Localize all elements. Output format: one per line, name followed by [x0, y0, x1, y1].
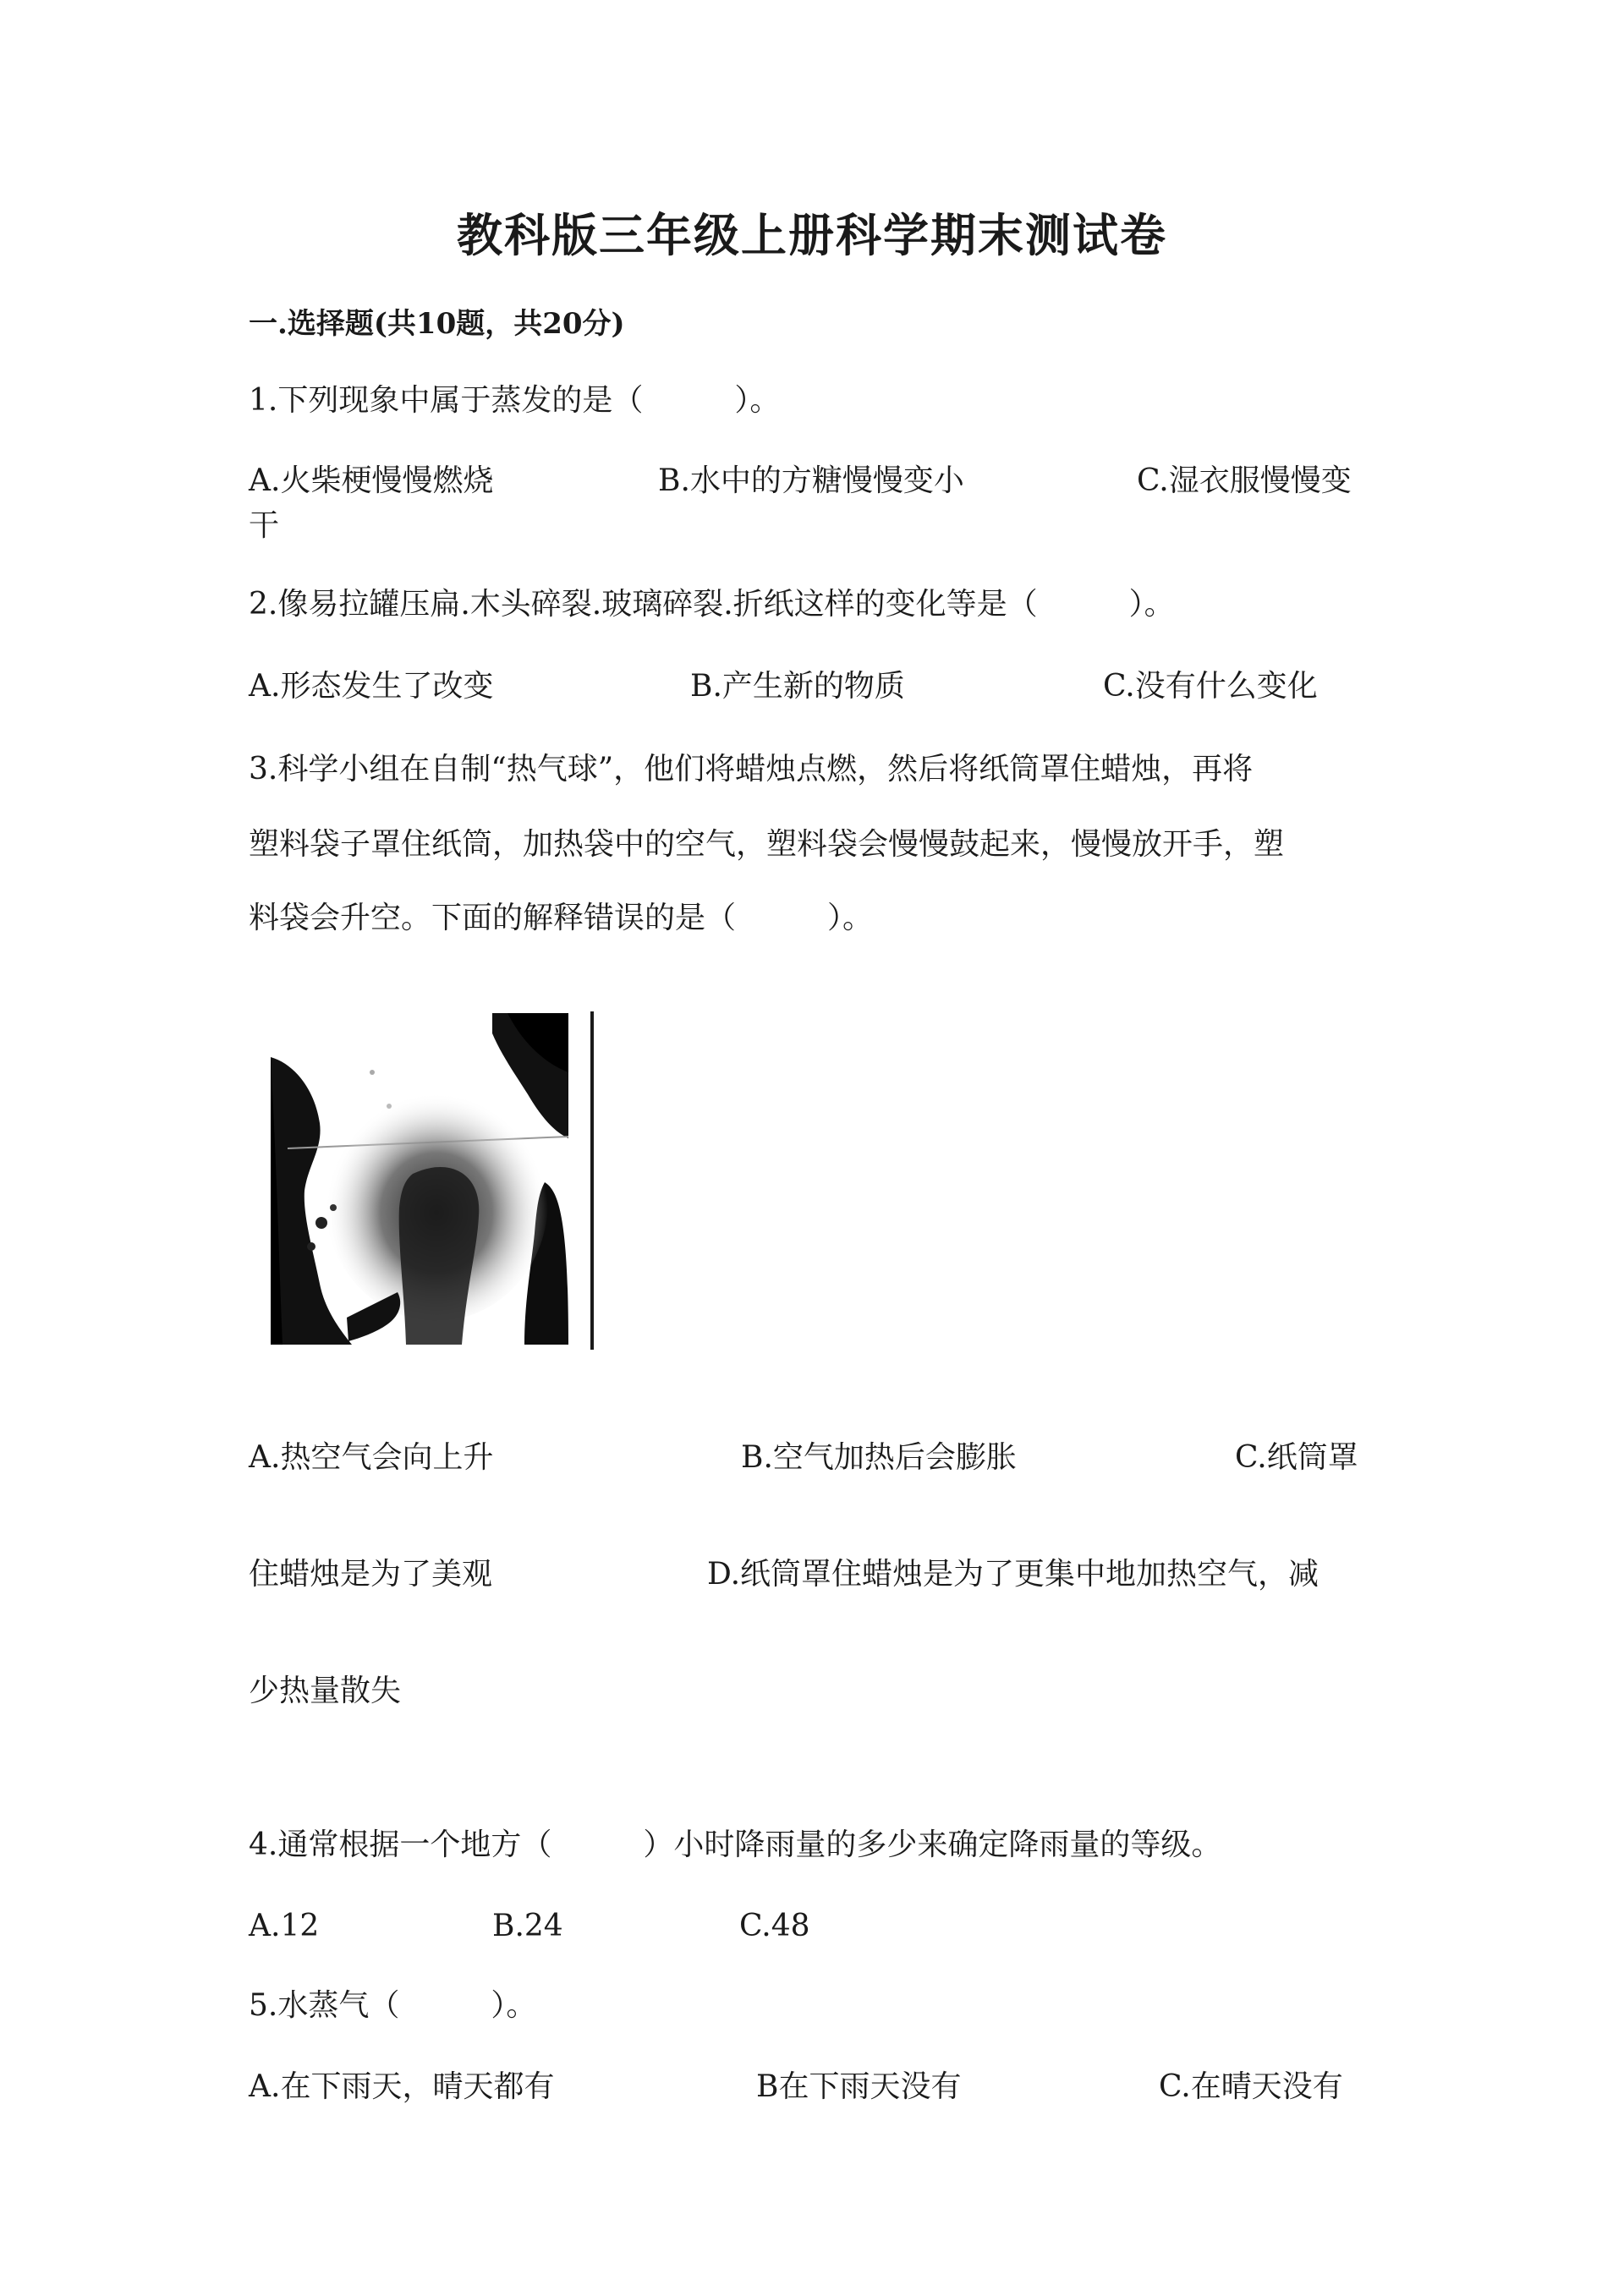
question-5-option-c: C.在晴天没有	[1159, 2069, 1343, 2104]
question-4-option-b: B.24	[492, 1909, 563, 1943]
question-4-stem: 4.通常根据一个地方（ ）小时降雨量的多少来确定降雨量的等级。	[249, 1827, 1222, 1862]
question-1-stem: 1.下列现象中属于蒸发的是（ ）。	[249, 383, 781, 418]
section-heading: 一.选择题(共10题，共20分)	[249, 307, 625, 341]
question-2-option-a: A.形态发生了改变	[249, 669, 494, 704]
figure-vertical-rule	[590, 1011, 594, 1350]
question-5-option-a: A.在下雨天，晴天都有	[249, 2069, 555, 2104]
question-3-stem-line-1: 3.科学小组在自制“热气球”，他们将蜡烛点燃，然后将纸筒罩住蜡烛，再将	[249, 752, 1254, 786]
question-2-option-c: C.没有什么变化	[1103, 669, 1318, 704]
hot-air-balloon-photo	[271, 1013, 568, 1345]
question-1-option-b: B.水中的方糖慢慢变小	[658, 463, 964, 498]
question-5-option-b: B在下雨天没有	[756, 2069, 962, 2104]
question-3-option-b: B.空气加热后会膨胀	[741, 1440, 1017, 1475]
question-1-option-c-cont: 干	[249, 508, 280, 543]
question-3-option-d: D.纸筒罩住蜡烛是为了更集中地加热空气，减	[707, 1557, 1320, 1592]
question-2-option-b: B.产生新的物质	[690, 669, 905, 704]
question-3-stem-line-2: 塑料袋子罩住纸筒，加热袋中的空气，塑料袋会慢慢鼓起来，慢慢放开手，塑	[249, 827, 1285, 862]
question-3-option-c: C.纸筒罩	[1235, 1440, 1358, 1475]
page-title: 教科版三年级上册科学期末测试卷	[457, 208, 1167, 262]
question-1-option-c: C.湿衣服慢慢变	[1137, 463, 1352, 498]
question-1-option-a: A.火柴梗慢慢燃烧	[249, 463, 494, 498]
question-3-option-d-cont: 少热量散失	[249, 1674, 402, 1708]
question-3-option-c-cont: 住蜡烛是为了美观	[249, 1557, 493, 1592]
question-2-stem: 2.像易拉罐压扁.木头碎裂.玻璃碎裂.折纸这样的变化等是（ ）。	[249, 587, 1175, 622]
question-3-stem-line-3: 料袋会升空。下面的解释错误的是（ ）。	[249, 901, 874, 935]
question-4-option-c: C.48	[739, 1909, 810, 1943]
question-4-option-a: A.12	[249, 1909, 320, 1943]
question-5-stem: 5.水蒸气（ ）。	[249, 1988, 537, 2023]
question-3-option-a: A.热空气会向上升	[249, 1440, 494, 1475]
